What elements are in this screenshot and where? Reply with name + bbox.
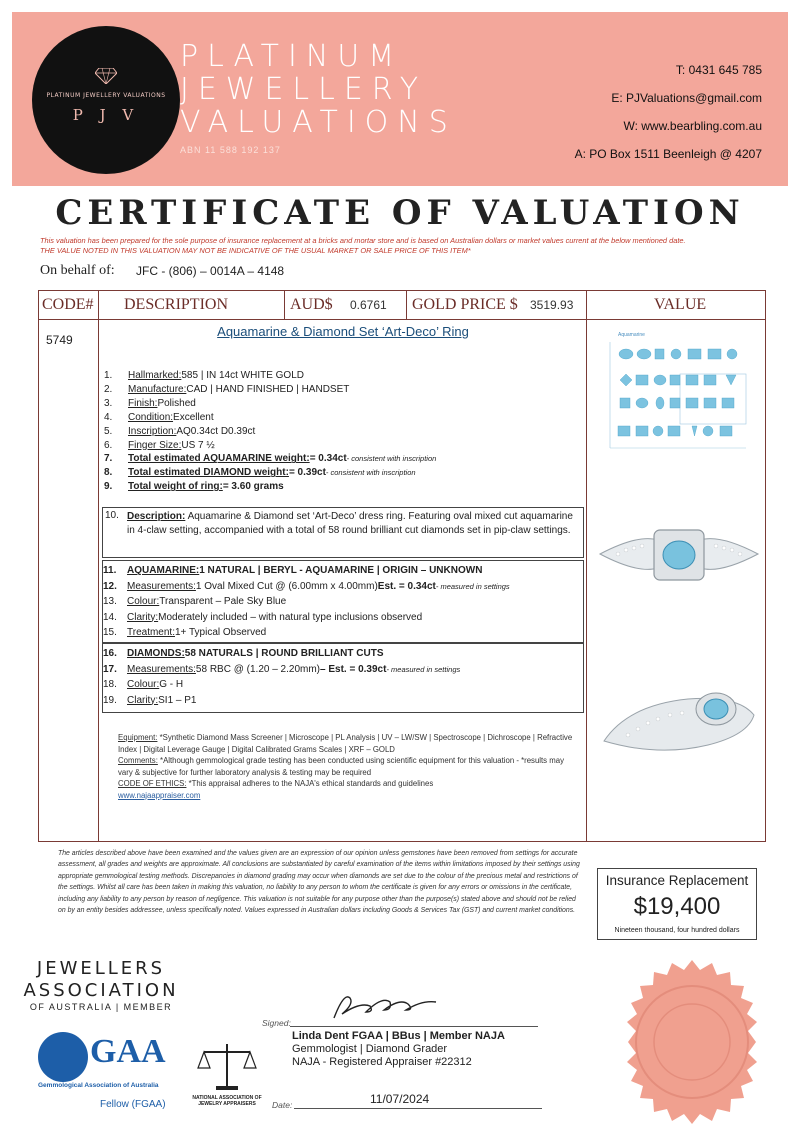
list-item: 8. Total estimated DIAMOND weight: = 0.39ct - consistent with inscription <box>104 467 416 479</box>
list-item: 3. Finish: Polished <box>104 397 196 409</box>
aquamarine-box <box>102 560 584 643</box>
signed-label: Signed: <box>262 1018 291 1028</box>
gaa-logo-text: GAA <box>90 1033 166 1070</box>
description-box <box>102 507 584 558</box>
signer-block <box>292 1030 505 1069</box>
contact-email: E: PJValuations@gmail.com <box>611 91 762 105</box>
behalf-value: JFC - (806) – 0014A – 4148 <box>136 264 285 278</box>
signer-registration: NAJA - Registered Appraiser #22312 <box>292 1056 472 1068</box>
list-item: 7. Total estimated AQUAMARINE weight: = 0.34ct - consistent with inscription <box>104 453 437 465</box>
item-description: Description: Aquamarine & Diamond set ‘Art-Deco’ dress ring. Featuring oval mixed cut aquamarine in 4-claw setting, accompanied with a total of 58 round brilliant cut diamonds set in pip-claw settings. <box>127 511 573 536</box>
articles-disclaimer: The articles described above have been examined and the values given are an expression of our opinion unless gemstones have been removed from settings for accurate assessment, all grades and weights are approximate. All conclusions are substantiated by careful examination of the items within limitations imposed by their settings using appropriate gemmological testing methods. Discrepancies in diamond grading may occur when diamonds are set due to the colour of the precious metal and restrictions of the settings. Whilst all care has been taken in making this valuation, no liability to any person to whom the certificate is given for any errors or omissions in the certificate, including any liability to any person by reason of negligence. This valuation is not suitable for any purpose other than the purpose(s) stated above and should not be relied on by an entity besides addressee, unless specifically noted. Values expressed in Australian dollars including Goods & Services Tax (GST) and current market conditions. <box>58 850 580 915</box>
contact-web: W: www.bearbling.com.au <box>623 119 762 133</box>
date-value: 11/07/2024 <box>370 1092 430 1106</box>
brand-name <box>180 40 457 139</box>
list-item: 9. Total weight of ring: = 3.60 grams <box>104 481 284 493</box>
diamond-icon <box>95 68 117 84</box>
item-code: 5749 <box>46 333 73 347</box>
equipment-text: *Synthetic Diamond Mass Screener | Microscope | PL Analysis | UV – LW/SW | Spectroscope | Dichroscope | Refractive Index | Digital Leverage Gauge | Digital Calibrated Grams Scales | XRF – GOLD <box>118 733 573 754</box>
date-label: Date: <box>272 1100 293 1110</box>
jaa-line-3: OF AUSTRALIA | MEMBER <box>29 1002 173 1012</box>
item-title: Aquamarine & Diamond Set ‘Art-Deco’ Ring <box>217 324 469 339</box>
signature-line <box>290 1026 538 1027</box>
aud-header: AUD$ <box>290 296 333 313</box>
divider <box>98 290 99 320</box>
item-list <box>104 369 582 494</box>
brand-line-3: VALUATIONS <box>180 105 457 140</box>
list-item: 18. Colour: G - H <box>103 679 184 690</box>
gaa-seal-icon <box>38 1032 88 1082</box>
aud-value: 0.6761 <box>350 298 387 312</box>
code-header: CODE# <box>42 296 94 313</box>
description-header: DESCRIPTION <box>124 296 229 313</box>
disclaimer-line-1: This valuation has been prepared for the sole purpose of insurance replacement at a bricks and mortar store and is based on Australian dollars or market values current at the below mentioned date. <box>40 236 686 245</box>
insurance-words: Nineteen thousand, four hundred dollars <box>614 927 740 934</box>
list-item: 1. Hallmarked: 585 | IN 14ct WHITE GOLD <box>104 370 304 381</box>
insurance-box <box>597 868 757 940</box>
brand-line-2: JEWELLERY <box>180 72 428 107</box>
divider <box>406 290 407 320</box>
table-header-row <box>38 290 766 320</box>
jaa-logo <box>16 958 186 1012</box>
insurance-value: $19,400 <box>633 893 721 920</box>
scales-icon <box>194 1040 260 1094</box>
list-item: 19. Clarity: SI1 – P1 <box>103 694 197 706</box>
list-item: 12. Measurements: 1 Oval Mixed Cut @ (6.00mm x 4.00mm) Est. = 0.34ct - measured in settings <box>103 580 510 592</box>
value-column-divider <box>586 320 587 842</box>
contact-phone: T: 0431 645 785 <box>675 63 762 77</box>
disclaimer-line-2: THE VALUE NOTED IN THIS VALUATION MAY NOT BE INDICATIVE OF THE USUAL MARKET OR SALE PRICE OF THIS ITEM* <box>40 246 471 255</box>
code-column-divider <box>98 320 99 842</box>
abn-number: ABN 11 588 192 137 <box>180 145 281 155</box>
insurance-title: Insurance Replacement <box>605 873 749 888</box>
gold-price-header: GOLD PRICE $ <box>412 296 518 313</box>
divider <box>284 290 285 320</box>
item-number: 10. <box>105 510 119 521</box>
logo-initials: P J V <box>72 106 140 124</box>
naja-link[interactable]: www.najaappraiser.com <box>118 790 201 800</box>
disclaimer <box>40 236 770 256</box>
ring-front-image <box>598 508 760 600</box>
comments-text: *Although gemmological grade testing has been conducted using scientific equipment for this valuation - *results may vary & subjective for further laboratory analysis & testing may be required <box>118 756 564 777</box>
fellow-label: Fellow (FGAA) <box>100 1099 166 1110</box>
gold-price-value: 3519.93 <box>530 298 574 312</box>
list-item: 14. Clarity: Moderately included – with natural type inclusions observed <box>103 611 423 623</box>
pjv-logo <box>32 26 180 174</box>
seal-stamp-icon <box>608 958 776 1126</box>
jaa-line-2: ASSOCIATION <box>23 980 179 1001</box>
jaa-line-1: JEWELLERS <box>36 958 166 979</box>
chart-title: Aquamarine <box>618 332 645 338</box>
ring-side-image <box>598 665 760 765</box>
list-item: 6. Finger Size: US 7 ½ <box>104 439 215 451</box>
ethics-text: *This appraisal adheres to the NAJA's ethical standards and guidelines <box>186 779 434 788</box>
contact-block <box>575 56 762 168</box>
list-item: 15. Treatment: 1+ Typical Observed <box>103 627 267 638</box>
naja-logo-text: NATIONAL ASSOCIATION OF JEWELRY APPRAISERS <box>192 1095 262 1107</box>
date-line <box>294 1108 542 1109</box>
equipment-notes <box>118 732 580 801</box>
page-title: CERTIFICATE OF VALUATION <box>55 193 745 233</box>
list-item: 4. Condition: Excellent <box>104 411 214 423</box>
signer-name: Linda Dent FGAA | BBus | Member NAJA <box>292 1030 505 1042</box>
signature-image <box>330 988 440 1026</box>
ethics-label: CODE OF ETHICS: <box>118 779 187 788</box>
comments-label: Comments: <box>118 756 158 765</box>
list-item: 5. Inscription: AQ0.34ct D0.39ct <box>104 425 256 437</box>
list-item: 17. Measurements: 58 RBC @ (1.20 – 2.20mm) – Est. = 0.39ct - measured in settings <box>103 663 461 675</box>
signer-role: Gemmologist | Diamond Grader <box>292 1043 448 1055</box>
behalf-label: On behalf of: <box>40 263 115 278</box>
list-item: 11. AQUAMARINE: 1 NATURAL | BERYL - AQUAMARINE | ORIGIN – UNKNOWN <box>103 565 483 576</box>
aquamarine-colour-chart <box>596 330 754 472</box>
list-item: 16. DIAMONDS: 58 NATURALS | ROUND BRILLIANT CUTS <box>103 648 384 659</box>
list-item: 13. Colour: Transparent – Pale Sky Blue <box>103 596 287 607</box>
divider <box>586 290 587 320</box>
value-header: VALUE <box>654 296 707 313</box>
contact-address: A: PO Box 1511 Beenleigh @ 4207 <box>574 147 762 161</box>
diamonds-box <box>102 643 584 713</box>
logo-small-text: PLATINUM JEWELLERY VALUATIONS <box>46 92 166 99</box>
equipment-label: Equipment: <box>118 733 158 742</box>
gaa-subtitle: Gemmological Association of Australia <box>38 1082 159 1089</box>
list-item: 2. Manufacture: CAD | HAND FINISHED | HANDSET <box>104 383 350 395</box>
brand-line-1: PLATINUM <box>180 39 404 74</box>
